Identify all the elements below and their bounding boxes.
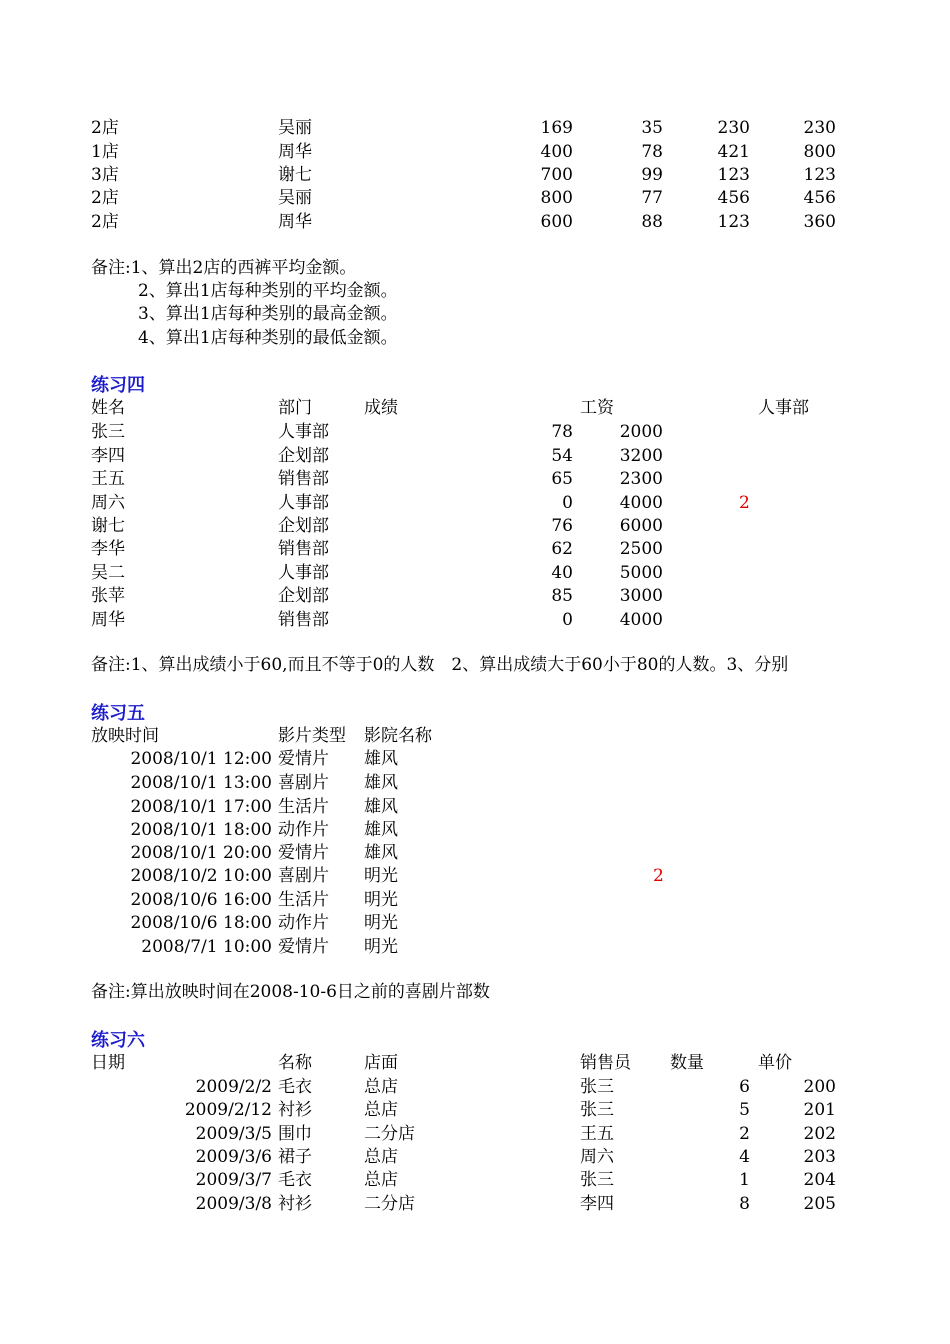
column-header: 日期 [91, 1053, 125, 1073]
seller-cell: 李四 [580, 1194, 614, 1214]
name-cell: 张三 [91, 422, 125, 442]
store-cell: 1店 [91, 142, 119, 162]
value-cell: 78 [641, 142, 663, 162]
value-cell: 99 [641, 165, 663, 185]
store-cell: 总店 [364, 1170, 398, 1190]
price-cell: 202 [803, 1124, 836, 1144]
dept-cell: 销售部 [278, 469, 329, 489]
section-title: 练习四 [91, 375, 145, 396]
date-cell: 2009/2/12 [184, 1100, 272, 1120]
score-cell: 78 [551, 422, 573, 442]
type-cell: 动作片 [278, 913, 329, 933]
column-header: 放映时间 [91, 726, 159, 746]
person-cell: 吴丽 [278, 118, 312, 138]
score-cell: 40 [551, 563, 573, 583]
item-cell: 毛衣 [278, 1170, 312, 1190]
person-cell: 周华 [278, 212, 312, 232]
column-header: 影院名称 [364, 726, 432, 746]
score-cell: 85 [551, 586, 573, 606]
value-cell: 600 [540, 212, 573, 232]
cinema-cell: 雄风 [364, 843, 398, 863]
value-cell: 169 [540, 118, 573, 138]
dept-cell: 人事部 [278, 563, 329, 583]
name-cell: 李华 [91, 539, 125, 559]
store-cell: 2店 [91, 118, 119, 138]
score-cell: 76 [551, 516, 573, 536]
column-header: 人事部 [758, 398, 809, 418]
type-cell: 生活片 [278, 890, 329, 910]
date-cell: 2009/2/2 [195, 1077, 272, 1097]
store-cell: 总店 [364, 1077, 398, 1097]
salary-cell: 4000 [619, 493, 663, 513]
value-cell: 700 [540, 165, 573, 185]
qty-cell: 1 [739, 1170, 750, 1190]
dept-cell: 企划部 [278, 516, 329, 536]
name-cell: 周华 [91, 610, 125, 630]
value-cell: 35 [641, 118, 663, 138]
column-header: 影片类型 [278, 726, 346, 746]
type-cell: 喜剧片 [278, 773, 329, 793]
person-cell: 吴丽 [278, 188, 312, 208]
time-cell: 2008/10/1 13:00 [130, 773, 272, 793]
salary-cell: 3200 [619, 446, 663, 466]
name-cell: 吴二 [91, 563, 125, 583]
store-cell: 2店 [91, 188, 119, 208]
seller-cell: 张三 [580, 1100, 614, 1120]
column-header: 名称 [278, 1053, 312, 1073]
score-cell: 54 [551, 446, 573, 466]
value-cell: 88 [641, 212, 663, 232]
qty-cell: 6 [739, 1077, 750, 1097]
type-cell: 生活片 [278, 797, 329, 817]
price-cell: 200 [803, 1077, 836, 1097]
cinema-cell: 明光 [364, 890, 398, 910]
name-cell: 张苹 [91, 586, 125, 606]
dept-cell: 销售部 [278, 539, 329, 559]
value-cell: 360 [803, 212, 836, 232]
value-cell: 77 [641, 188, 663, 208]
name-cell: 李四 [91, 446, 125, 466]
value-cell: 123 [717, 212, 750, 232]
dept-cell: 人事部 [278, 422, 329, 442]
column-header: 部门 [278, 398, 312, 418]
type-cell: 动作片 [278, 820, 329, 840]
store-cell: 二分店 [364, 1124, 415, 1144]
cinema-cell: 雄风 [364, 749, 398, 769]
item-cell: 裙子 [278, 1147, 312, 1167]
cinema-cell: 雄风 [364, 773, 398, 793]
cinema-cell: 明光 [364, 866, 398, 886]
store-cell: 2店 [91, 212, 119, 232]
price-cell: 203 [803, 1147, 836, 1167]
column-header: 数量 [670, 1053, 704, 1073]
name-cell: 王五 [91, 469, 125, 489]
dept-cell: 人事部 [278, 493, 329, 513]
qty-cell: 4 [739, 1147, 750, 1167]
seller-cell: 王五 [580, 1124, 614, 1144]
seller-cell: 张三 [580, 1077, 614, 1097]
value-cell: 456 [803, 188, 836, 208]
result-cell: 2 [653, 866, 664, 886]
value-cell: 400 [540, 142, 573, 162]
time-cell: 2008/10/1 20:00 [130, 843, 272, 863]
score-cell: 0 [562, 493, 573, 513]
store-cell: 二分店 [364, 1194, 415, 1214]
type-cell: 爱情片 [278, 937, 329, 957]
salary-cell: 2500 [619, 539, 663, 559]
column-header: 店面 [364, 1053, 398, 1073]
person-cell: 谢七 [278, 165, 312, 185]
store-cell: 3店 [91, 165, 119, 185]
time-cell: 2008/10/2 10:00 [130, 866, 272, 886]
cinema-cell: 明光 [364, 937, 398, 957]
name-cell: 谢七 [91, 516, 125, 536]
salary-cell: 3000 [619, 586, 663, 606]
qty-cell: 5 [739, 1100, 750, 1120]
price-cell: 201 [803, 1100, 836, 1120]
salary-cell: 6000 [619, 516, 663, 536]
salary-cell: 4000 [619, 610, 663, 630]
person-cell: 周华 [278, 142, 312, 162]
date-cell: 2009/3/5 [195, 1124, 272, 1144]
cinema-cell: 雄风 [364, 820, 398, 840]
value-cell: 800 [540, 188, 573, 208]
type-cell: 喜剧片 [278, 866, 329, 886]
dept-cell: 企划部 [278, 446, 329, 466]
value-cell: 230 [803, 118, 836, 138]
value-cell: 421 [717, 142, 750, 162]
dept-cell: 企划部 [278, 586, 329, 606]
score-cell: 62 [551, 539, 573, 559]
dept-cell: 销售部 [278, 610, 329, 630]
value-cell: 123 [803, 165, 836, 185]
item-cell: 衬衫 [278, 1194, 312, 1214]
item-cell: 围巾 [278, 1124, 312, 1144]
note-line: 2、算出1店每种类别的平均金额。 [138, 281, 398, 301]
date-cell: 2009/3/8 [195, 1194, 272, 1214]
time-cell: 2008/7/1 10:00 [141, 937, 272, 957]
note-line: 3、算出1店每种类别的最高金额。 [138, 304, 398, 324]
value-cell: 456 [717, 188, 750, 208]
value-cell: 230 [717, 118, 750, 138]
section-title: 练习五 [91, 703, 145, 724]
column-header: 姓名 [91, 398, 125, 418]
value-cell: 800 [803, 142, 836, 162]
cinema-cell: 明光 [364, 913, 398, 933]
note-line: 备注:1、算出2店的西裤平均金额。 [91, 258, 357, 278]
result-cell: 2 [739, 493, 750, 513]
item-cell: 衬衫 [278, 1100, 312, 1120]
salary-cell: 5000 [619, 563, 663, 583]
time-cell: 2008/10/1 12:00 [130, 749, 272, 769]
qty-cell: 8 [739, 1194, 750, 1214]
store-cell: 总店 [364, 1147, 398, 1167]
column-header: 销售员 [580, 1053, 631, 1073]
item-cell: 毛衣 [278, 1077, 312, 1097]
price-cell: 205 [803, 1194, 836, 1214]
store-cell: 总店 [364, 1100, 398, 1120]
time-cell: 2008/10/6 16:00 [130, 890, 272, 910]
date-cell: 2009/3/7 [195, 1170, 272, 1190]
time-cell: 2008/10/6 18:00 [130, 913, 272, 933]
column-header: 成绩 [364, 398, 398, 418]
salary-cell: 2300 [619, 469, 663, 489]
time-cell: 2008/10/1 18:00 [130, 820, 272, 840]
seller-cell: 周六 [580, 1147, 614, 1167]
name-cell: 周六 [91, 493, 125, 513]
qty-cell: 2 [739, 1124, 750, 1144]
section-title: 练习六 [91, 1030, 145, 1051]
time-cell: 2008/10/1 17:00 [130, 797, 272, 817]
salary-cell: 2000 [619, 422, 663, 442]
note-line: 4、算出1店每种类别的最低金额。 [138, 328, 398, 348]
date-cell: 2009/3/6 [195, 1147, 272, 1167]
column-header: 工资 [580, 398, 614, 418]
score-cell: 0 [562, 610, 573, 630]
type-cell: 爱情片 [278, 843, 329, 863]
value-cell: 123 [717, 165, 750, 185]
seller-cell: 张三 [580, 1170, 614, 1190]
score-cell: 65 [551, 469, 573, 489]
price-cell: 204 [803, 1170, 836, 1190]
note-line: 备注:1、算出成绩小于60,而且不等于0的人数 2、算出成绩大于60小于80的人数。3、分别 [91, 655, 789, 675]
column-header: 单价 [758, 1053, 792, 1073]
type-cell: 爱情片 [278, 749, 329, 769]
cinema-cell: 雄风 [364, 797, 398, 817]
note-line: 备注:算出放映时间在2008-10-6日之前的喜剧片部数 [91, 982, 490, 1002]
